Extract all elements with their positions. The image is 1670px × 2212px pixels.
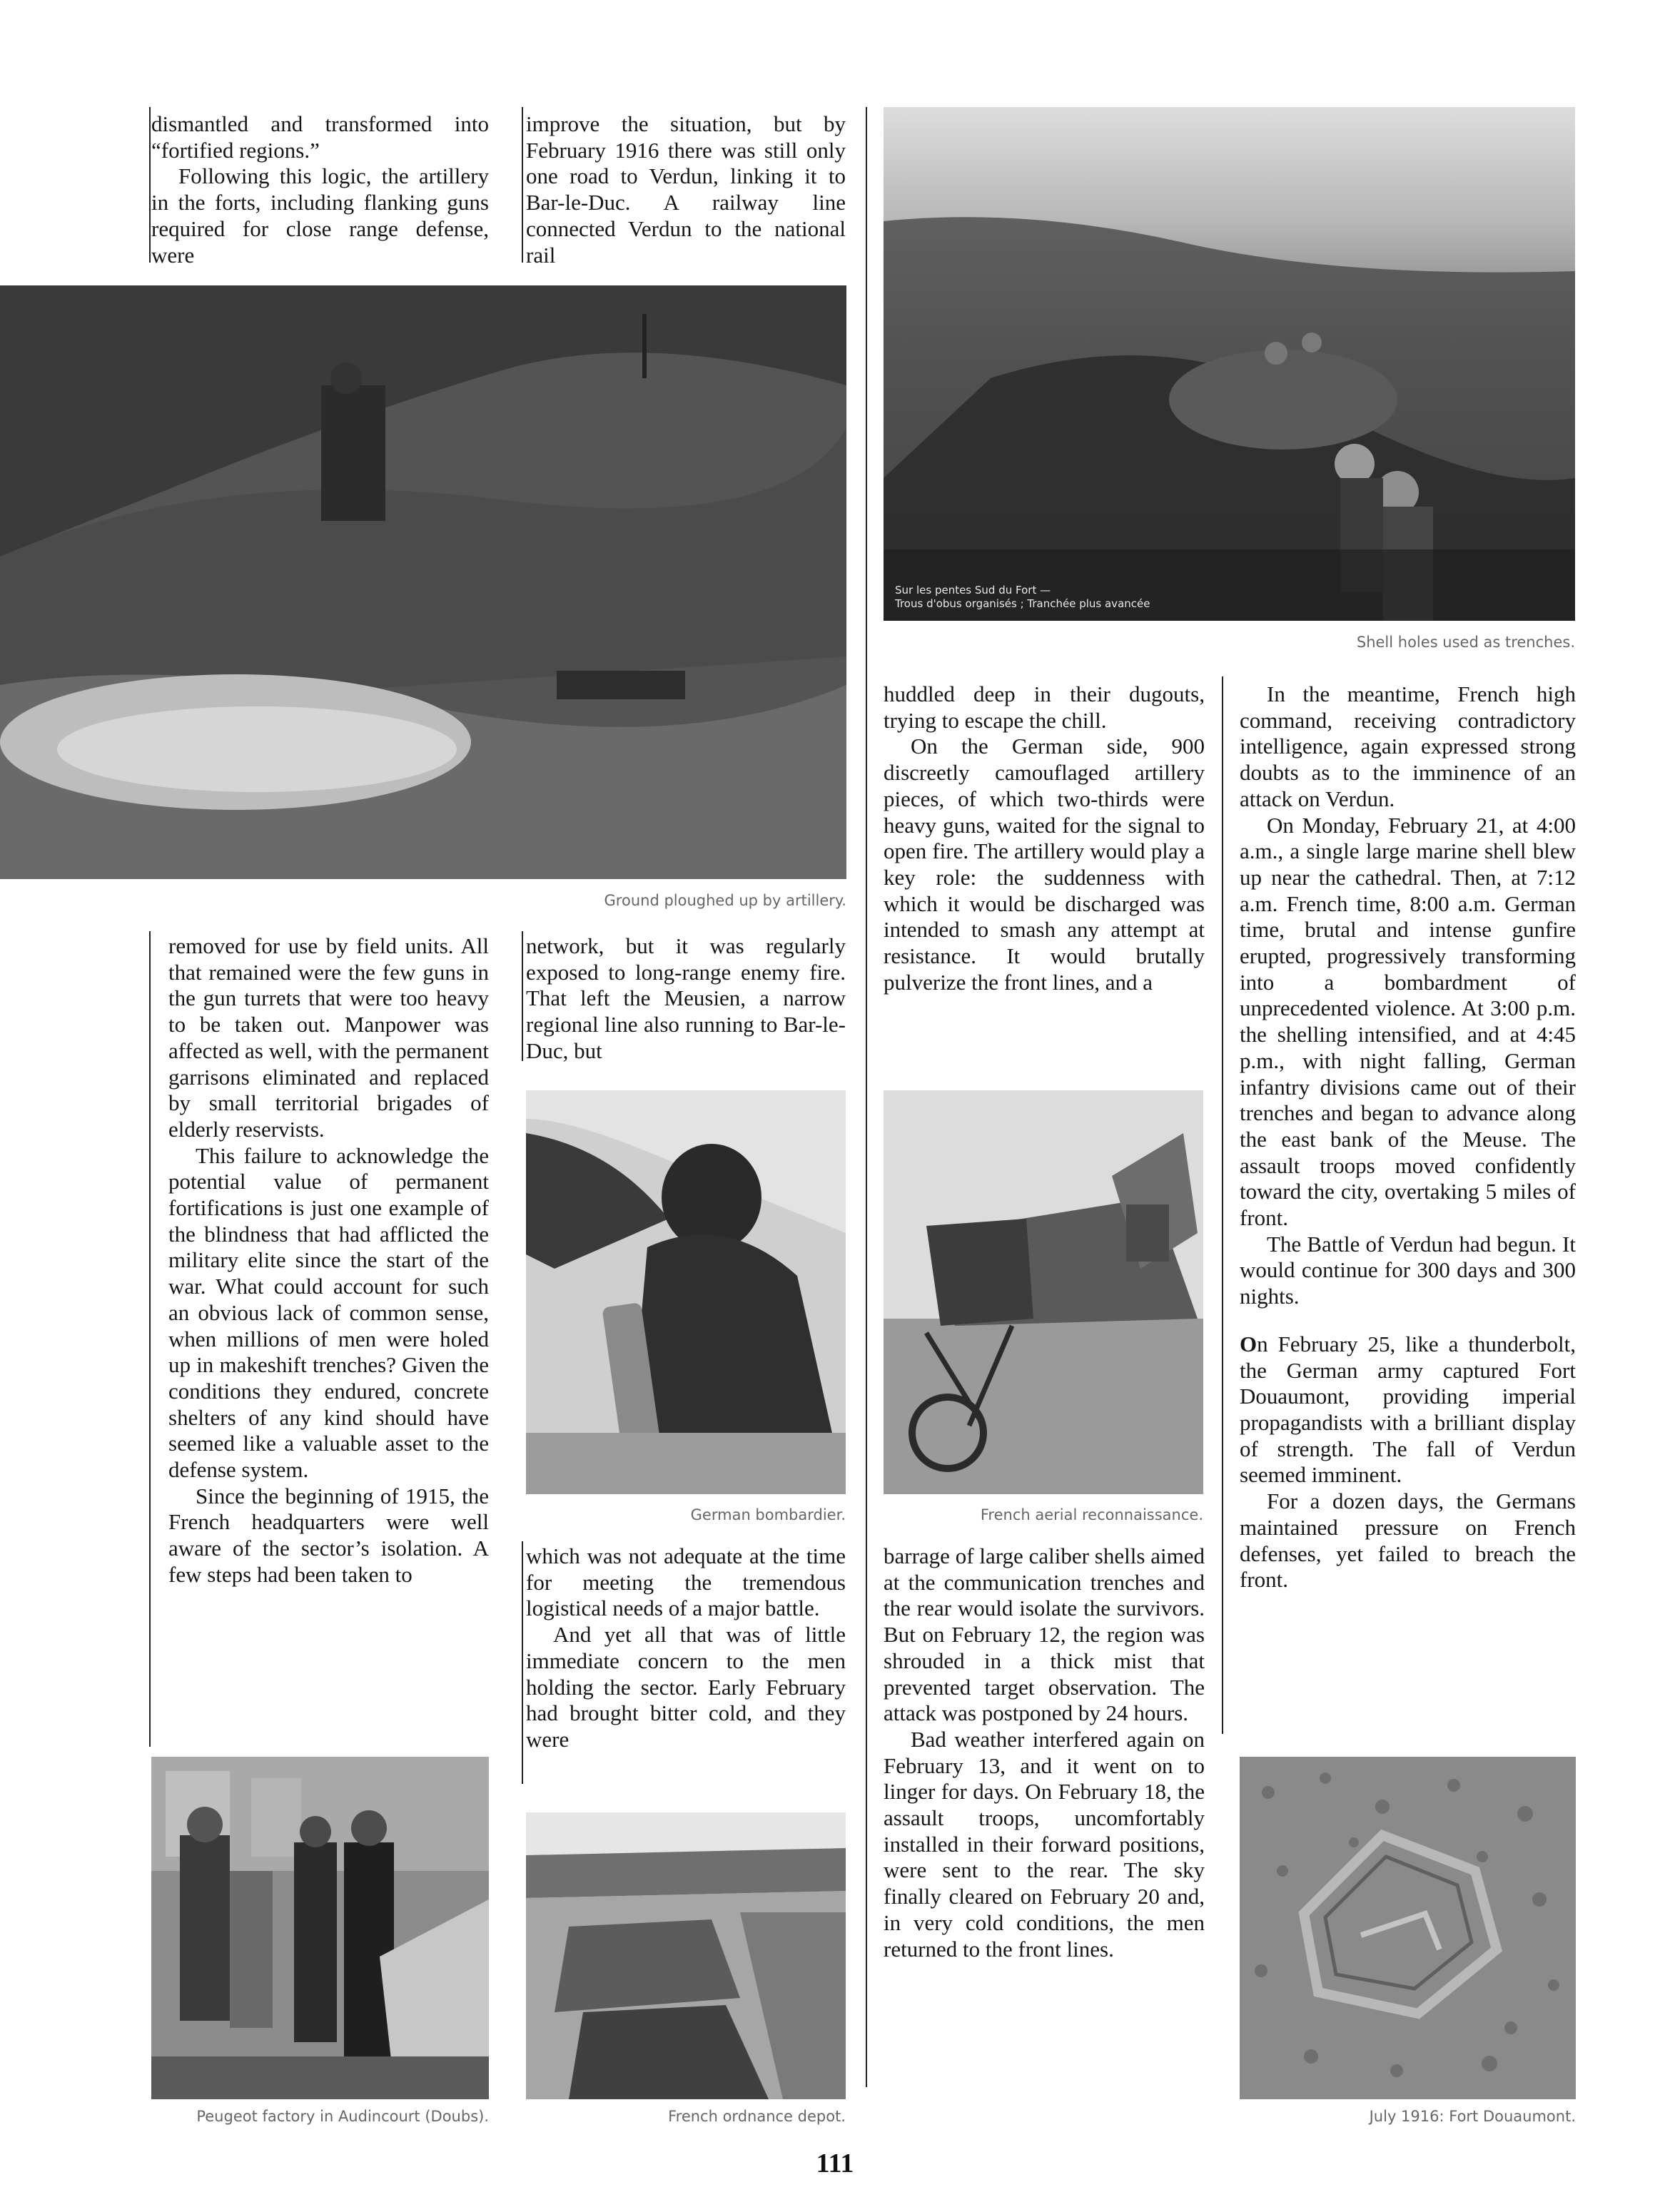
paragraph: improve the situation, but by February 1916 there was still only one road to Verdun, linking it to Bar-le-Duc. A railway line connected Verdun to the national rail — [526, 111, 846, 268]
column-rule — [522, 1541, 523, 1784]
caption-peugeot: Peugeot factory in Audincourt (Doubs). — [196, 2108, 489, 2125]
paragraph: removed for use by field units. All that remained were the few guns in the gun turrets that were too heavy to be taken out. Manpower was affected as well, with the permanent garrisons eliminated and replaced by small territorial brigades of elderly reservists. — [168, 933, 489, 1142]
text-col3-top — [884, 681, 1205, 995]
paragraph: network, but it was regularly exposed to long-range enemy fire. That left the Meusien, a narrow regional line also running to Bar-le-Duc, but — [526, 933, 846, 1063]
aerial-photo — [884, 1090, 1203, 1494]
paragraph: This failure to acknowledge the potential value of permanent fortifications is just one example of the blindness that had afflicted the military elite since the start of the war. What could account for such an obvious lack of common sense, when millions of men were holed up in makeshift trenches? Given the conditions they endured, concrete shelters of any kind should have seemed like a valuable asset to the defense system. — [168, 1142, 489, 1483]
column-rule — [1222, 676, 1223, 1734]
fort-photo — [1240, 1757, 1576, 2099]
artillery-photo-image — [0, 285, 846, 879]
text-col2-lower — [526, 1543, 846, 1753]
fort-photo-image — [1240, 1757, 1576, 2099]
column-rule — [149, 107, 151, 263]
text-col4 — [1240, 681, 1576, 1593]
paragraph: For a dozen days, the Germans maintained pressure on French defenses, yet failed to breach the front. — [1240, 1488, 1576, 1593]
paragraph: Following this logic, the artillery in the forts, including flanking guns required for close range defense, were — [151, 163, 489, 268]
paragraph: Since the beginning of 1915, the French headquarters were well aware of the sector’s isolation. A few steps had been taken to — [168, 1483, 489, 1587]
caption-fort: July 1916: Fort Douaumont. — [1369, 2108, 1576, 2125]
paragraph: Bad weather interfered again on February 13, and it went on to linger for days. On February 18, the assault troops, uncomfortably installed in their forward positions, were sent to the rear. The sky finally cleared on February 20 and, in very cold conditions, the men returned to the front lines. — [884, 1726, 1205, 1962]
paragraph: dismantled and transformed into “fortified regions.” — [151, 111, 489, 163]
column-rule — [522, 107, 523, 263]
caption-aerial: French aerial reconnaissance. — [980, 1506, 1203, 1523]
paragraph: huddled deep in their dugouts, trying to escape the chill. — [884, 681, 1205, 733]
aerial-photo-image — [884, 1090, 1203, 1494]
paragraph: And yet all that was of little immediate concern to the men holding the sector. Early February had brought bitter cold, and they were — [526, 1622, 846, 1752]
column-rule — [522, 931, 523, 1061]
paragraph: On Monday, February 21, at 4:00 a.m., a single large marine shell blew up near the cathedral. Then, at 7:12 a.m. French time, 8:00 a.m. German time, brutal and intense gunfire erupted, progressively transforming into a bombardment of unprecedented violence. At 3:00 p.m. the shelling intensified, and at 4:45 p.m., with night falling, German infantry divisions came out of their trenches and began to advance along the east bank of the Meuse. The assault troops moved confidently toward the city, overtaking 5 miles of front. — [1240, 812, 1576, 1231]
photo-handwritten-caption: Sur les pentes Sud du Fort — Trous d'obus organisés ; Tranchée plus avancée — [895, 584, 1150, 610]
artillery-photo — [0, 285, 846, 879]
paragraph — [1240, 1331, 1576, 1488]
depot-photo-image — [526, 1812, 846, 2099]
text-col1-top — [151, 111, 489, 268]
bombardier-photo-image — [526, 1090, 846, 1494]
column-rule — [149, 931, 151, 1747]
drop-lead: O — [1240, 1331, 1257, 1356]
paragraph: On the German side, 900 discreetly camouflaged artillery pieces, of which two-thirds were heavy guns, waited for the signal to open fire. The artillery would play a key role: the suddenness with which it would be discharged was intended to smash any attempt at resistance. It would brutally pulverize the front lines, and a — [884, 734, 1205, 995]
peugeot-photo — [151, 1757, 489, 2099]
caption-bombardier: German bombardier. — [690, 1506, 846, 1523]
text-col2-main — [526, 933, 846, 1065]
depot-photo — [526, 1812, 846, 2099]
page-number: 111 — [816, 2148, 854, 2178]
peugeot-photo-image — [151, 1757, 489, 2099]
paragraph: The Battle of Verdun had begun. It would continue for 300 days and 300 nights. — [1240, 1231, 1576, 1309]
caption-trenches: Shell holes used as trenches. — [1356, 634, 1575, 651]
text-col1-main — [168, 933, 489, 1588]
paragraph: In the meantime, French high command, receiving contradictory intelligence, again expressed strong doubts as to the imminence of an attack on Verdun. — [1240, 681, 1576, 811]
text-col2-top — [526, 111, 846, 268]
paragraph: barrage of large caliber shells aimed at the communication trenches and the rear would isolate the survivors. But on February 12, the region was shrouded in a thick mist that prevented target observation. The attack was postponed by 24 hours. — [884, 1543, 1205, 1726]
caption-depot: French ordnance depot. — [668, 2108, 846, 2125]
center-rule — [866, 107, 867, 2087]
trench-photo-image — [884, 107, 1575, 621]
text-col3-lower — [884, 1543, 1205, 1962]
paragraph-body: n February 25, like a thunderbolt, the German army captured Fort Douaumont, providing imperial propagandists with a brilliant display of strength. The fall of Verdun seemed imminent. — [1240, 1331, 1576, 1488]
bombardier-photo — [526, 1090, 846, 1494]
caption-artillery: Ground ploughed up by artillery. — [604, 892, 846, 909]
trench-photo — [884, 107, 1575, 621]
paragraph: which was not adequate at the time for meeting the tremendous logistical needs of a major battle. — [526, 1543, 846, 1621]
